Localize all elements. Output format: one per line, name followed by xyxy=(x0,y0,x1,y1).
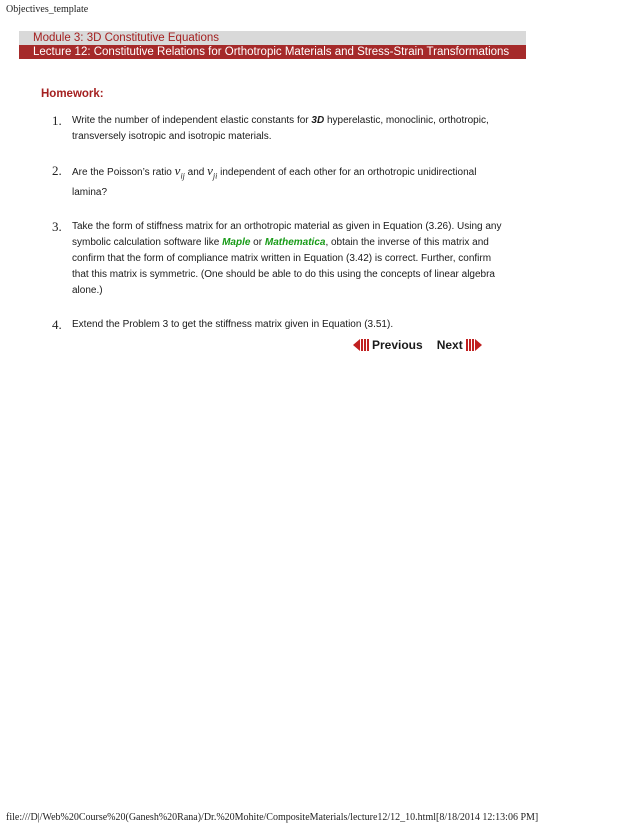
maple-name: Maple xyxy=(222,236,251,248)
next-label: Next xyxy=(436,338,463,352)
item-text: , obtain the inverse of this matrix and confirm that the form of compliance matrix written in Equation (3.42) is correct. Further, confirm that this matrix is symmetric. (One should be able to do this using the concepts of linear algebra alone.) xyxy=(72,236,495,296)
next-arrow-icon xyxy=(466,339,482,351)
item-text: Take the form of stiffness matrix for an orthotropic material as given in Equation (3.26). Using any symbolic calculation software like xyxy=(72,220,502,248)
item-number: 1. xyxy=(52,113,62,128)
page-header: Objectives_template xyxy=(6,4,89,15)
page-footer: file:///D|/Web%20Course%20(Ganesh%20Rana)/Dr.%20Mohite/CompositeMaterials/lecture12/12_10.html[8/18/2014 12:13:06 PM] xyxy=(6,812,539,823)
item-text: independent of each other for an orthotropic unidirectional lamina? xyxy=(72,167,477,198)
poisson-ratio-ji: $\nu_{ji}$ xyxy=(207,163,218,181)
item-text: Are the Poisson’s ratio xyxy=(72,167,175,178)
item-number: 4. xyxy=(52,316,62,332)
module-title: Module 3: 3D Constitutive Equations xyxy=(19,31,526,45)
poisson-ratio-ij: $\nu_{ij}$ xyxy=(174,163,185,181)
lecture-title: Lecture 12: Constitutive Relations for Orthotropic Materials and Stress-Strain Transformations xyxy=(19,45,526,59)
item-number: 2. xyxy=(52,163,62,178)
homework-item-1 xyxy=(52,113,510,145)
item-text: or xyxy=(250,236,265,248)
emphasis-3d: 3D xyxy=(311,115,325,126)
homework-item-3 xyxy=(52,219,510,299)
homework-list xyxy=(52,113,510,333)
homework-heading: Homework: xyxy=(41,88,104,100)
page-navigation xyxy=(353,337,482,353)
item-number: 3. xyxy=(52,218,62,234)
homework-item-2 xyxy=(52,163,510,201)
item-text: Write the number of independent elastic constants for xyxy=(72,115,312,126)
previous-label: Previous xyxy=(372,338,423,352)
item-text: Extend the Problem 3 to get the stiffness matrix given in Equation (3.51). xyxy=(72,318,394,330)
item-text: and xyxy=(184,167,208,178)
mathematica-name: Mathematica xyxy=(264,236,326,248)
item-text: hyperelastic, monoclinic, orthotropic, transversely isotropic and isotropic materials. xyxy=(72,115,489,142)
next-button[interactable] xyxy=(437,338,482,352)
previous-button[interactable] xyxy=(353,338,423,352)
previous-arrow-icon xyxy=(353,339,369,351)
homework-item-4 xyxy=(52,317,510,333)
